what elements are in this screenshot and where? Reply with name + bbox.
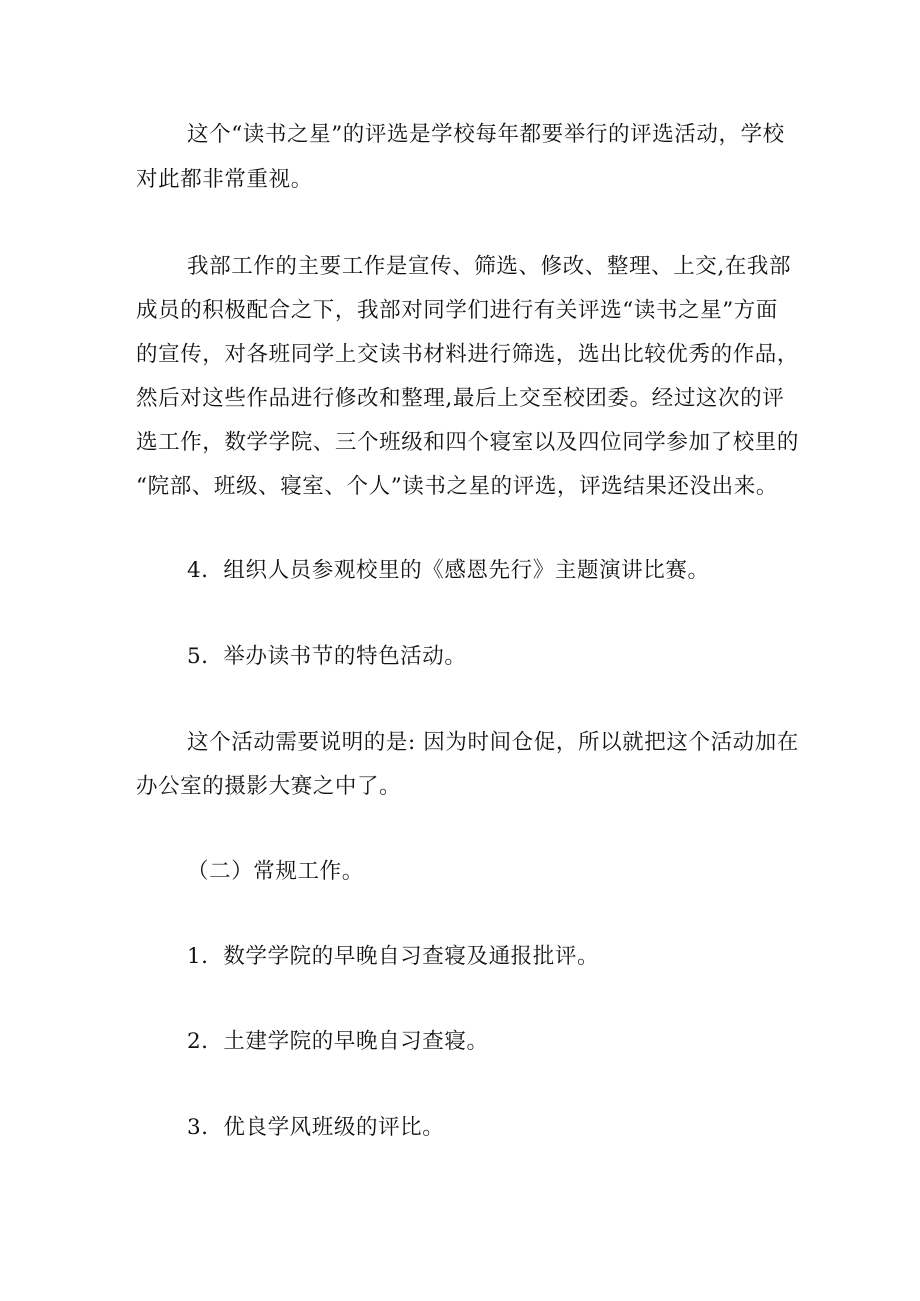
routine-list-item-3: 3．优良学风班级的评比。: [187, 1115, 445, 1140]
paragraph-activity-note-line-2: 办公室的摄影大赛之中了。: [136, 774, 402, 799]
paragraph-department-work-line-1: 我部工作的主要工作是宣传、筛选、修改、整理、上交,在我部: [187, 254, 792, 279]
routine-list-item-1: 1．数学学院的早晚自习查寝及通报批评。: [187, 944, 600, 969]
list-item-5: 5．举办读书节的特色活动。: [187, 644, 467, 669]
paragraph-department-work-line-3: 的宣传，对各班同学上交读书材料进行筛选，选出比较优秀的作品，: [136, 342, 800, 367]
paragraph-department-work-line-5: 选工作，数学学院、三个班级和四个寝室以及四位同学参加了校里的: [136, 430, 800, 455]
paragraph-department-work-line-6: “院部、班级、寝室、个人”读书之星的评选，评选结果还没出来。: [136, 474, 778, 499]
list-item-4: 4．组织人员参观校里的《感恩先行》主题演讲比赛。: [187, 558, 710, 583]
paragraph-activity-note-line-1: 这个活动需要说明的是: 因为时间仓促，所以就把这个活动加在: [187, 730, 799, 755]
routine-list-item-2: 2．土建学院的早晚自习查寝。: [187, 1029, 489, 1054]
paragraph-department-work-line-2: 成员的积极配合之下，我部对同学们进行有关评选“读书之星”方面: [136, 298, 778, 323]
section-heading-routine-work: （二）常规工作。: [187, 859, 364, 884]
paragraph-department-work-line-4: 然后对这些作品进行修改和整理,最后上交至校团委。经过这次的评: [136, 386, 785, 411]
paragraph-reading-star-line-1: 这个“读书之星”的评选是学校每年都要举行的评选活动，学校: [187, 122, 785, 147]
paragraph-reading-star-line-2: 对此都非常重视。: [136, 167, 313, 192]
